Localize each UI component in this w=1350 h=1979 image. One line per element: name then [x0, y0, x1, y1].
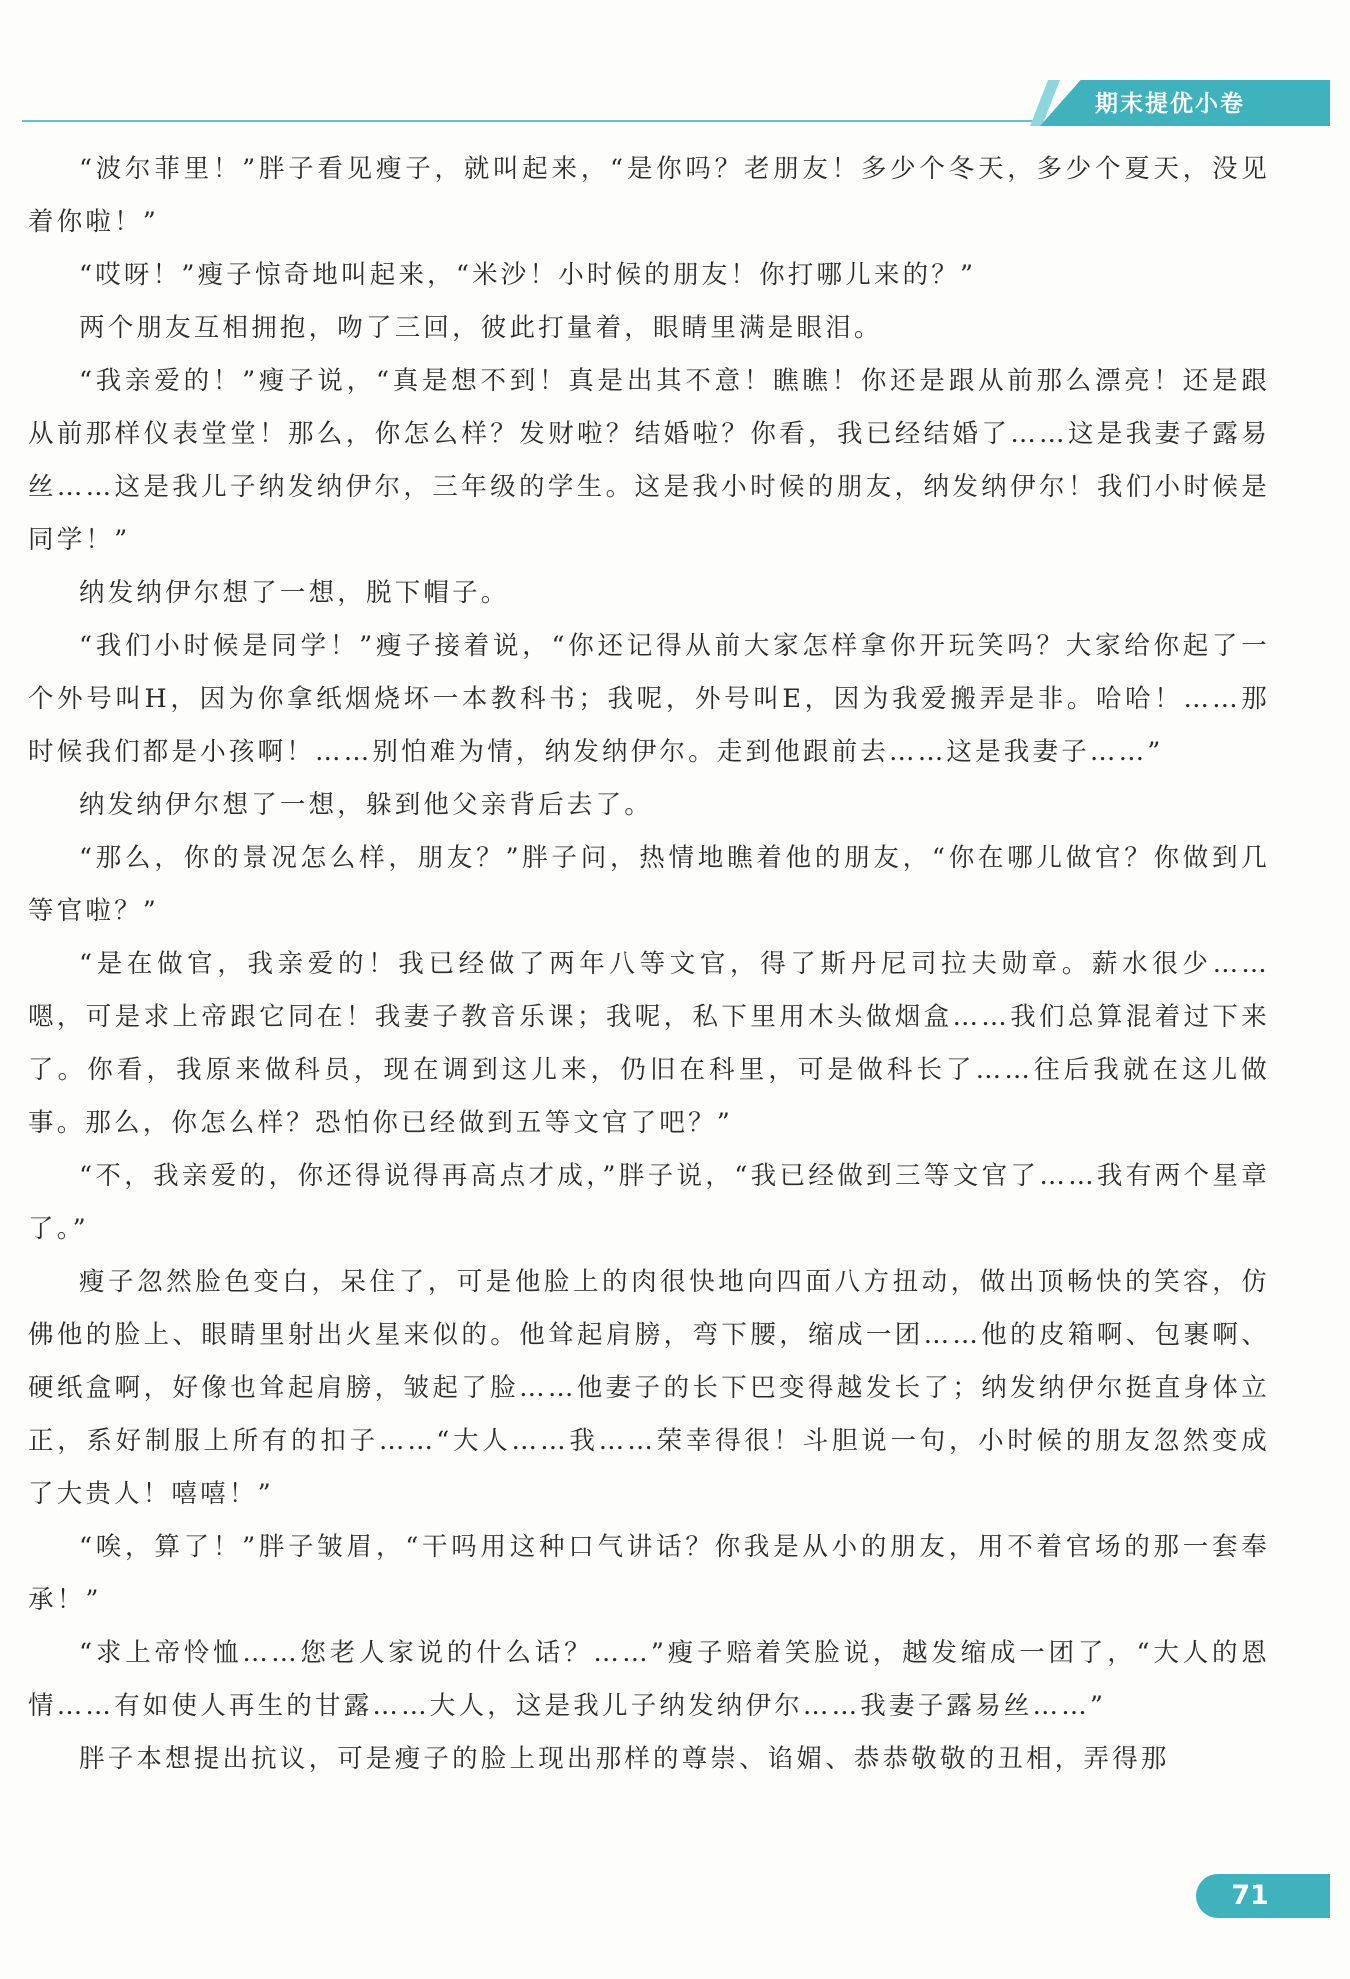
header-divider: [22, 120, 1042, 122]
paragraph: 瘦子忽然脸色变白，呆住了，可是他脸上的肉很快地向四面八方扭动，做出顶畅快的笑容，仿佛他的脸上、眼睛里射出火星来似的。他耸起肩膀，弯下腰，缩成一团……他的皮箱啊、包裹啊、硬纸盒啊，好像也耸起肩膀，皱起了脸……他妻子的长下巴变得越发长了；纳发纳伊尔挺直身体立正，系好制服上所有的扣子……“大人……我……荣幸得很！斗胆说一句，小时候的朋友忽然变成了大贵人！嘻嘻！”: [28, 1267, 1270, 1509]
page-number: 71: [1231, 1880, 1269, 1911]
paragraph: 纳发纳伊尔想了一想，脱下帽子。: [79, 578, 510, 608]
section-title: 期末提优小卷: [1095, 91, 1245, 117]
paragraph: “求上帝怜恤……您老人家说的什么话？……”瘦子赔着笑脸说，越发缩成一团了，“大人的恩情……有如使人再生的甘露……大人，这是我儿子纳发纳伊尔……我妻子露易丝……”: [28, 1638, 1270, 1721]
paragraph: “波尔菲里！”胖子看见瘦子，就叫起来，“是你吗？老朋友！多少个冬天，多少个夏天，没见着你啦！”: [28, 154, 1270, 237]
paragraph: “不，我亲爱的，你还得说得再高点才成，”胖子说，“我已经做到三等文官了……我有两个星章了。”: [28, 1161, 1270, 1244]
text-body: [28, 143, 1270, 1786]
paragraph: 纳发纳伊尔想了一想，躲到他父亲背后去了。: [79, 790, 654, 820]
paragraph: “我们小时候是同学！”瘦子接着说，“你还记得从前大家怎样拿你开玩笑吗？大家给你起了一个外号叫H，因为你拿纸烟烧坏一本教科书；我呢，外号叫E，因为我爱搬弄是非。哈哈！……那时候我们都是小孩啊！……别怕难为情，纳发纳伊尔。走到他跟前去……这是我妻子……”: [28, 631, 1270, 767]
paragraph: “我亲爱的！”瘦子说，“真是想不到！真是出其不意！瞧瞧！你还是跟从前那么漂亮！还是跟从前那样仪表堂堂！那么，你怎么样？发财啦？结婚啦？你看，我已经结婚了……这是我妻子露易丝……这是我儿子纳发纳伊尔，三年级的学生。这是我小时候的朋友，纳发纳伊尔！我们小时候是同学！”: [28, 366, 1270, 555]
paragraph: “是在做官，我亲爱的！我已经做了两年八等文官，得了斯丹尼司拉夫勋章。薪水很少……嗯，可是求上帝跟它同在！我妻子教音乐课；我呢，私下里用木头做烟盒……我们总算混着过下来了。你看，我原来做科员，现在调到这儿来，仍旧在科里，可是做科长了……往后我就在这儿做事。那么，你怎么样？恐怕你已经做到五等文官了吧？”: [28, 949, 1270, 1138]
paragraph: “哎呀！”瘦子惊奇地叫起来，“米沙！小时候的朋友！你打哪儿来的？”: [79, 260, 977, 290]
paragraph: 胖子本想提出抗议，可是瘦子的脸上现出那样的尊崇、谄媚、恭恭敬敬的丑相，弄得那: [79, 1744, 1170, 1774]
paragraph: “唉，算了！”胖子皱眉，“干吗用这种口气讲话？你我是从小的朋友，用不着官场的那一套奉承！”: [28, 1532, 1270, 1615]
paragraph: 两个朋友互相拥抱，吻了三回，彼此打量着，眼睛里满是眼泪。: [79, 313, 883, 343]
paragraph: “那么，你的景况怎么样，朋友？”胖子问，热情地瞧着他的朋友，“你在哪儿做官？你做到几等官啦？”: [28, 843, 1270, 926]
